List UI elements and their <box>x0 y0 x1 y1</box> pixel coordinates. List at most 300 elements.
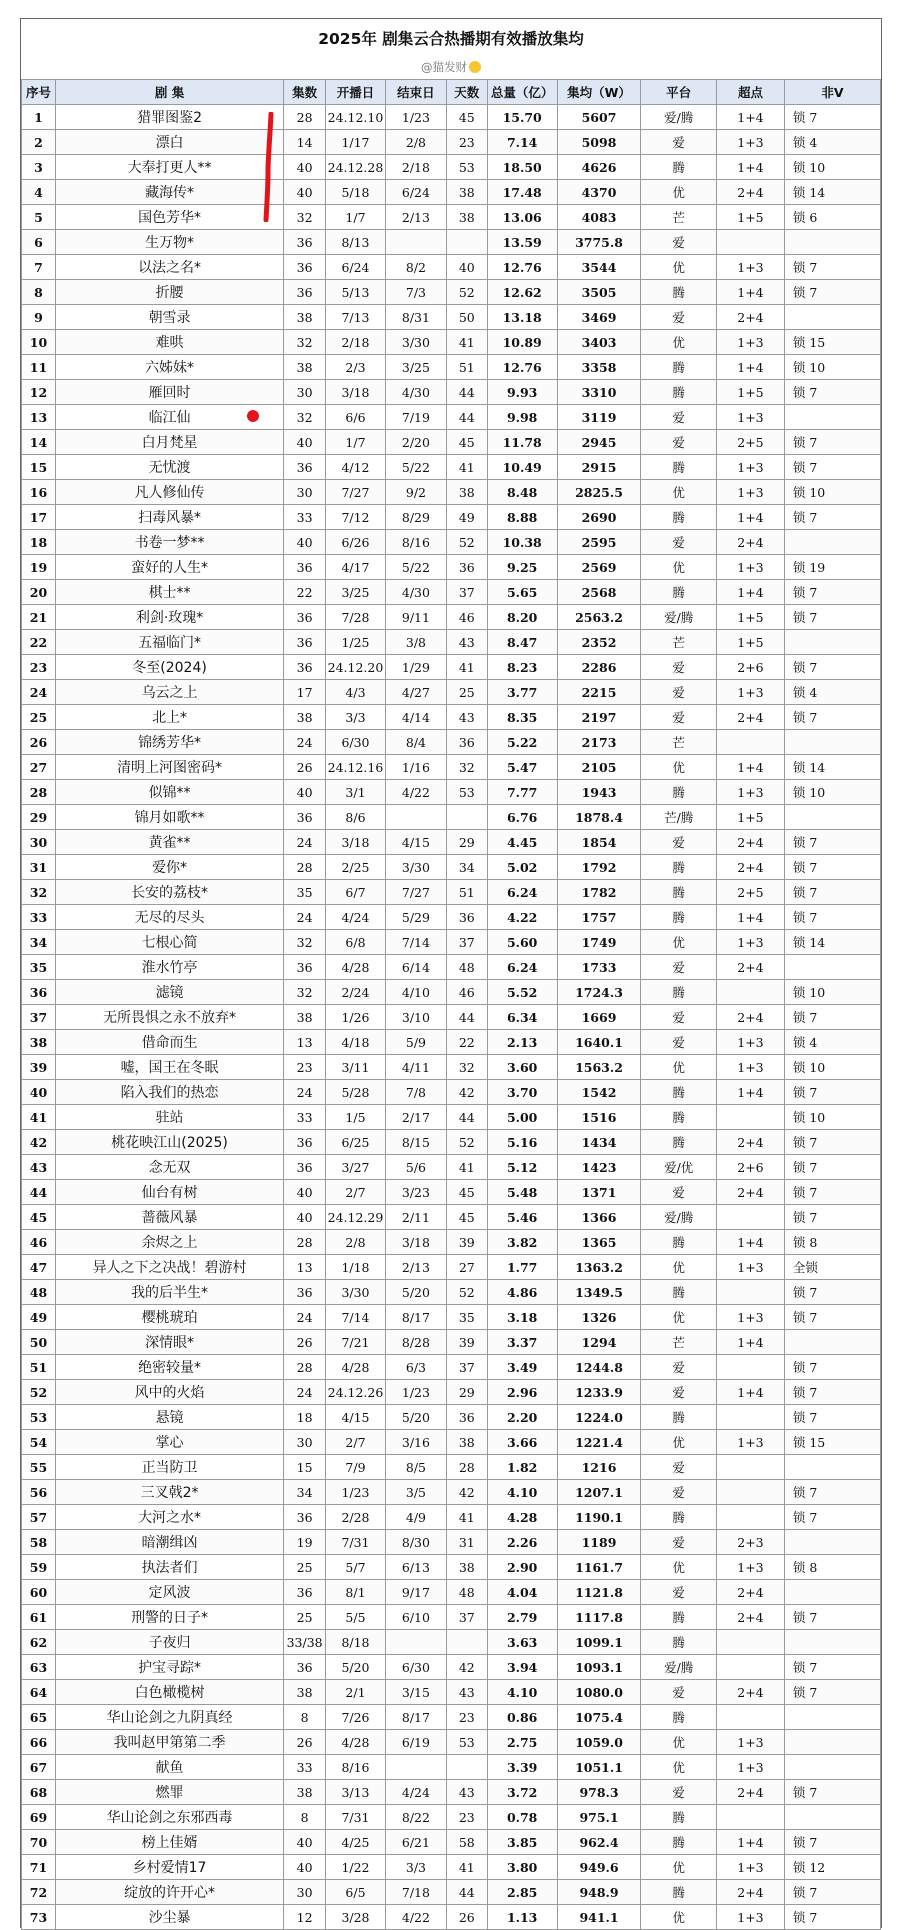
episodes-cell: 24 <box>284 1305 326 1330</box>
title-cell: 献鱼 <box>55 1755 283 1780</box>
title-cell: 仙台有树 <box>55 1180 283 1205</box>
table-row <box>22 1405 881 1430</box>
platform-cell: 爱 <box>641 1480 717 1505</box>
platform-cell: 腾 <box>641 355 717 380</box>
days-cell: 52 <box>446 280 487 305</box>
advance-cell: 2+4 <box>717 705 785 730</box>
platform-cell: 爱 <box>641 130 717 155</box>
vip-lock-cell: 锁 10 <box>784 155 880 180</box>
start-date-cell: 7/26 <box>326 1705 386 1730</box>
vip-lock-cell: 锁 7 <box>784 1380 880 1405</box>
days-cell: 58 <box>446 1830 487 1855</box>
table-row <box>22 680 881 705</box>
platform-cell: 腾 <box>641 1880 717 1905</box>
title-cell: 临江仙 <box>55 405 283 430</box>
vip-lock-cell: 锁 7 <box>784 1080 880 1105</box>
advance-cell: 1+4 <box>717 755 785 780</box>
vip-lock-cell: 锁 10 <box>784 980 880 1005</box>
advance-cell: 1+3 <box>717 1555 785 1580</box>
vip-lock-cell <box>784 630 880 655</box>
vip-lock-cell: 锁 14 <box>784 180 880 205</box>
advance-cell: 2+4 <box>717 955 785 980</box>
vip-lock-cell: 锁 7 <box>784 505 880 530</box>
table-row <box>22 1005 881 1030</box>
start-date-cell: 4/15 <box>326 1405 386 1430</box>
advance-cell: 1+3 <box>717 680 785 705</box>
platform-cell: 优 <box>641 1755 717 1780</box>
title-cell: 藏海传* <box>55 180 283 205</box>
start-date-cell: 5/5 <box>326 1605 386 1630</box>
start-date-cell: 4/3 <box>326 680 386 705</box>
total-views-cell: 3.80 <box>487 1855 557 1880</box>
rank-cell: 18 <box>22 530 56 555</box>
platform-cell: 腾 <box>641 1105 717 1130</box>
table-row <box>22 1205 881 1230</box>
rank-cell: 53 <box>22 1405 56 1430</box>
days-cell: 41 <box>446 1855 487 1880</box>
start-date-cell: 1/18 <box>326 1255 386 1280</box>
avg-views-cell: 1640.1 <box>557 1030 641 1055</box>
total-views-cell: 8.48 <box>487 480 557 505</box>
avg-views-cell: 4626 <box>557 155 641 180</box>
col-rank-header: 序号 <box>22 80 56 105</box>
avg-views-cell: 2915 <box>557 455 641 480</box>
end-date-cell: 9/17 <box>385 1580 446 1605</box>
start-date-cell: 7/28 <box>326 605 386 630</box>
end-date-cell: 5/20 <box>385 1405 446 1430</box>
total-views-cell: 13.59 <box>487 230 557 255</box>
title-cell: 蔷薇风暴 <box>55 1205 283 1230</box>
episodes-cell: 30 <box>284 1430 326 1455</box>
avg-views-cell: 1099.1 <box>557 1630 641 1655</box>
end-date-cell: 8/29 <box>385 505 446 530</box>
end-date-cell: 3/16 <box>385 1430 446 1455</box>
advance-cell: 1+4 <box>717 505 785 530</box>
vip-lock-cell: 锁 7 <box>784 1180 880 1205</box>
vip-lock-cell: 锁 7 <box>784 1505 880 1530</box>
table-row <box>22 955 881 980</box>
end-date-cell: 2/13 <box>385 1255 446 1280</box>
platform-cell: 腾 <box>641 280 717 305</box>
total-views-cell: 2.13 <box>487 1030 557 1055</box>
episodes-cell: 23 <box>284 1055 326 1080</box>
rank-cell: 39 <box>22 1055 56 1080</box>
episodes-cell: 25 <box>284 1605 326 1630</box>
title-cell: 白月梵星 <box>55 430 283 455</box>
end-date-cell: 8/4 <box>385 730 446 755</box>
episodes-cell: 19 <box>284 1530 326 1555</box>
start-date-cell: 4/18 <box>326 1030 386 1055</box>
table-row <box>22 1480 881 1505</box>
title-cell: 刑警的日子* <box>55 1605 283 1630</box>
table-row <box>22 1555 881 1580</box>
rank-cell: 48 <box>22 1280 56 1305</box>
platform-cell: 腾 <box>641 980 717 1005</box>
start-date-cell: 3/30 <box>326 1280 386 1305</box>
vip-lock-cell <box>784 730 880 755</box>
end-date-cell <box>385 1630 446 1655</box>
start-date-cell: 4/12 <box>326 455 386 480</box>
rank-cell: 1 <box>22 105 56 130</box>
total-views-cell: 8.20 <box>487 605 557 630</box>
avg-views-cell: 1349.5 <box>557 1280 641 1305</box>
days-cell: 42 <box>446 1080 487 1105</box>
vip-lock-cell: 锁 7 <box>784 880 880 905</box>
total-views-cell: 4.10 <box>487 1680 557 1705</box>
end-date-cell: 9/2 <box>385 480 446 505</box>
platform-cell: 优 <box>641 255 717 280</box>
episodes-cell: 40 <box>284 530 326 555</box>
rank-cell: 70 <box>22 1830 56 1855</box>
title-cell: 绽放的许开心* <box>55 1880 283 1905</box>
episodes-cell: 40 <box>284 1830 326 1855</box>
rank-cell: 20 <box>22 580 56 605</box>
advance-cell: 2+3 <box>717 1530 785 1555</box>
table-row <box>22 1680 881 1705</box>
rank-cell: 60 <box>22 1580 56 1605</box>
title-cell: 三叉戟2* <box>55 1480 283 1505</box>
platform-cell: 爱/优 <box>641 1155 717 1180</box>
vip-lock-cell <box>784 405 880 430</box>
title-cell: 暗潮缉凶 <box>55 1530 283 1555</box>
vip-lock-cell <box>784 1755 880 1780</box>
vip-lock-cell: 锁 19 <box>784 555 880 580</box>
avg-views-cell: 941.1 <box>557 1905 641 1930</box>
title-cell: 掌心 <box>55 1430 283 1455</box>
title-cell: 异人之下之决战！碧游村 <box>55 1255 283 1280</box>
table-row <box>22 905 881 930</box>
vip-lock-cell <box>784 1330 880 1355</box>
title-cell: 雁回时 <box>55 380 283 405</box>
end-date-cell: 3/5 <box>385 1480 446 1505</box>
vip-lock-cell <box>784 1530 880 1555</box>
total-views-cell: 2.20 <box>487 1405 557 1430</box>
episodes-cell: 25 <box>284 1555 326 1580</box>
platform-cell: 腾 <box>641 505 717 530</box>
title-cell: 猎罪图鉴2 <box>55 105 283 130</box>
end-date-cell: 8/2 <box>385 255 446 280</box>
table-row <box>22 930 881 955</box>
title-cell: 书卷一梦** <box>55 530 283 555</box>
table-row <box>22 480 881 505</box>
table-row <box>22 1130 881 1155</box>
days-cell: 41 <box>446 330 487 355</box>
vip-lock-cell: 锁 7 <box>784 1305 880 1330</box>
vip-lock-cell: 锁 6 <box>784 205 880 230</box>
table-row <box>22 980 881 1005</box>
episodes-cell: 36 <box>284 1280 326 1305</box>
avg-views-cell: 2563.2 <box>557 605 641 630</box>
end-date-cell: 3/30 <box>385 855 446 880</box>
episodes-cell: 40 <box>284 1180 326 1205</box>
avg-views-cell: 1724.3 <box>557 980 641 1005</box>
platform-cell: 爱 <box>641 1780 717 1805</box>
table-row <box>22 1605 881 1630</box>
end-date-cell: 4/22 <box>385 1905 446 1930</box>
episodes-cell: 40 <box>284 1205 326 1230</box>
avg-views-cell: 1878.4 <box>557 805 641 830</box>
start-date-cell: 4/28 <box>326 1355 386 1380</box>
title-cell: 悬镜 <box>55 1405 283 1430</box>
total-views-cell: 1.82 <box>487 1455 557 1480</box>
end-date-cell: 6/24 <box>385 180 446 205</box>
vip-lock-cell: 锁 7 <box>784 1130 880 1155</box>
vip-lock-cell: 锁 10 <box>784 1105 880 1130</box>
total-views-cell: 3.18 <box>487 1305 557 1330</box>
platform-cell: 腾 <box>641 1705 717 1730</box>
title-cell: 陷入我们的热恋 <box>55 1080 283 1105</box>
start-date-cell: 3/11 <box>326 1055 386 1080</box>
table-row <box>22 855 881 880</box>
title-cell: 以法之名* <box>55 255 283 280</box>
avg-views-cell: 1363.2 <box>557 1255 641 1280</box>
platform-cell: 优 <box>641 1055 717 1080</box>
vip-lock-cell: 全锁 <box>784 1255 880 1280</box>
rank-cell: 23 <box>22 655 56 680</box>
red-hand-drawn-mark <box>262 112 276 222</box>
episodes-cell: 36 <box>284 280 326 305</box>
table-row <box>22 1430 881 1455</box>
avg-views-cell: 1943 <box>557 780 641 805</box>
platform-cell: 爱 <box>641 955 717 980</box>
total-views-cell: 9.98 <box>487 405 557 430</box>
col-start-header: 开播日 <box>326 80 386 105</box>
start-date-cell: 7/14 <box>326 1305 386 1330</box>
rank-cell: 40 <box>22 1080 56 1105</box>
avg-views-cell: 1207.1 <box>557 1480 641 1505</box>
avg-views-cell: 1792 <box>557 855 641 880</box>
episodes-cell: 36 <box>284 1505 326 1530</box>
days-cell: 38 <box>446 205 487 230</box>
title-cell: 我的后半生* <box>55 1280 283 1305</box>
title-cell: 难哄 <box>55 330 283 355</box>
rank-cell: 19 <box>22 555 56 580</box>
advance-cell: 2+4 <box>717 180 785 205</box>
advance-cell: 1+5 <box>717 805 785 830</box>
table-row <box>22 355 881 380</box>
end-date-cell: 2/8 <box>385 130 446 155</box>
title-cell: 漂白 <box>55 130 283 155</box>
end-date-cell: 4/15 <box>385 830 446 855</box>
start-date-cell: 8/16 <box>326 1755 386 1780</box>
advance-cell <box>717 230 785 255</box>
episodes-cell: 36 <box>284 605 326 630</box>
episodes-cell: 26 <box>284 1730 326 1755</box>
ranking-sheet <box>20 18 882 1928</box>
title-cell: 大奉打更人** <box>55 155 283 180</box>
red-dot-mark <box>247 410 259 422</box>
advance-cell: 2+4 <box>717 1880 785 1905</box>
days-cell: 25 <box>446 680 487 705</box>
rank-cell: 41 <box>22 1105 56 1130</box>
days-cell: 42 <box>446 1655 487 1680</box>
episodes-cell: 40 <box>284 155 326 180</box>
avg-views-cell: 962.4 <box>557 1830 641 1855</box>
advance-cell: 1+3 <box>717 1055 785 1080</box>
rank-cell: 9 <box>22 305 56 330</box>
end-date-cell: 5/20 <box>385 1280 446 1305</box>
total-views-cell: 5.65 <box>487 580 557 605</box>
advance-cell: 1+3 <box>717 1030 785 1055</box>
platform-cell: 腾 <box>641 1405 717 1430</box>
total-views-cell: 1.77 <box>487 1255 557 1280</box>
title-cell: 樱桃琥珀 <box>55 1305 283 1330</box>
col-avg-header: 集均（W） <box>557 80 641 105</box>
rank-cell: 16 <box>22 480 56 505</box>
days-cell: 38 <box>446 1555 487 1580</box>
vip-lock-cell: 锁 7 <box>784 830 880 855</box>
vip-lock-cell <box>784 1630 880 1655</box>
rank-cell: 62 <box>22 1630 56 1655</box>
avg-views-cell: 2825.5 <box>557 480 641 505</box>
start-date-cell: 8/13 <box>326 230 386 255</box>
rank-cell: 64 <box>22 1680 56 1705</box>
platform-cell: 腾 <box>641 880 717 905</box>
rank-cell: 61 <box>22 1605 56 1630</box>
start-date-cell: 24.12.20 <box>326 655 386 680</box>
start-date-cell: 7/13 <box>326 305 386 330</box>
platform-cell: 优 <box>641 1555 717 1580</box>
advance-cell: 1+3 <box>717 930 785 955</box>
vip-lock-cell: 锁 7 <box>784 1355 880 1380</box>
avg-views-cell: 1075.4 <box>557 1705 641 1730</box>
platform-cell: 爱 <box>641 1680 717 1705</box>
vip-lock-cell: 锁 7 <box>784 605 880 630</box>
advance-cell <box>717 1630 785 1655</box>
start-date-cell: 1/7 <box>326 205 386 230</box>
episodes-cell: 32 <box>284 330 326 355</box>
table-row <box>22 580 881 605</box>
end-date-cell: 8/30 <box>385 1530 446 1555</box>
episodes-cell: 36 <box>284 655 326 680</box>
title-cell: 似锦** <box>55 780 283 805</box>
avg-views-cell: 3119 <box>557 405 641 430</box>
start-date-cell: 7/31 <box>326 1805 386 1830</box>
rank-cell: 58 <box>22 1530 56 1555</box>
table-row <box>22 1730 881 1755</box>
advance-cell: 1+4 <box>717 580 785 605</box>
advance-cell <box>717 1405 785 1430</box>
total-views-cell: 5.16 <box>487 1130 557 1155</box>
avg-views-cell: 2595 <box>557 530 641 555</box>
table-row <box>22 1755 881 1780</box>
total-views-cell: 3.66 <box>487 1430 557 1455</box>
table-row <box>22 1080 881 1105</box>
episodes-cell: 32 <box>284 930 326 955</box>
start-date-cell: 24.12.29 <box>326 1205 386 1230</box>
avg-views-cell: 1080.0 <box>557 1680 641 1705</box>
total-views-cell: 6.24 <box>487 880 557 905</box>
total-views-cell: 3.85 <box>487 1830 557 1855</box>
table-body <box>22 105 881 1930</box>
episodes-cell: 36 <box>284 630 326 655</box>
advance-cell: 1+4 <box>717 355 785 380</box>
episodes-cell: 36 <box>284 255 326 280</box>
platform-cell: 芒 <box>641 205 717 230</box>
table-row <box>22 255 881 280</box>
total-views-cell: 10.89 <box>487 330 557 355</box>
rank-cell: 51 <box>22 1355 56 1380</box>
rank-cell: 65 <box>22 1705 56 1730</box>
total-views-cell: 2.90 <box>487 1555 557 1580</box>
rank-cell: 2 <box>22 130 56 155</box>
table-row <box>22 380 881 405</box>
table-row <box>22 1880 881 1905</box>
start-date-cell: 8/18 <box>326 1630 386 1655</box>
advance-cell: 1+3 <box>717 255 785 280</box>
total-views-cell: 3.82 <box>487 1230 557 1255</box>
total-views-cell: 2.96 <box>487 1380 557 1405</box>
platform-cell: 腾 <box>641 1805 717 1830</box>
title-cell: 乌云之上 <box>55 680 283 705</box>
avg-views-cell: 1224.0 <box>557 1405 641 1430</box>
episodes-cell: 36 <box>284 955 326 980</box>
table-row <box>22 755 881 780</box>
table-row <box>22 280 881 305</box>
days-cell: 52 <box>446 1130 487 1155</box>
days-cell: 28 <box>446 1455 487 1480</box>
total-views-cell: 3.49 <box>487 1355 557 1380</box>
episodes-cell: 24 <box>284 1080 326 1105</box>
vip-lock-cell <box>784 230 880 255</box>
table-row <box>22 1580 881 1605</box>
advance-cell: 2+4 <box>717 1180 785 1205</box>
episodes-cell: 30 <box>284 480 326 505</box>
end-date-cell: 8/22 <box>385 1805 446 1830</box>
title-cell: 北上* <box>55 705 283 730</box>
vip-lock-cell: 锁 12 <box>784 1855 880 1880</box>
platform-cell: 腾 <box>641 155 717 180</box>
avg-views-cell: 1059.0 <box>557 1730 641 1755</box>
title-cell: 扫毒风暴* <box>55 505 283 530</box>
start-date-cell: 24.12.26 <box>326 1380 386 1405</box>
title-cell: 风中的火焰 <box>55 1380 283 1405</box>
table-row <box>22 830 881 855</box>
table-row <box>22 155 881 180</box>
days-cell: 29 <box>446 1380 487 1405</box>
avg-views-cell: 1294 <box>557 1330 641 1355</box>
advance-cell: 1+3 <box>717 1430 785 1455</box>
advance-cell: 1+4 <box>717 105 785 130</box>
table-row <box>22 705 881 730</box>
rank-cell: 13 <box>22 405 56 430</box>
vip-lock-cell: 锁 7 <box>784 1480 880 1505</box>
advance-cell: 1+4 <box>717 1330 785 1355</box>
rank-cell: 49 <box>22 1305 56 1330</box>
start-date-cell: 3/3 <box>326 705 386 730</box>
days-cell: 41 <box>446 655 487 680</box>
col-end-header: 结束日 <box>385 80 446 105</box>
platform-cell: 优 <box>641 1855 717 1880</box>
advance-cell <box>717 1655 785 1680</box>
title-cell: 冬至(2024) <box>55 655 283 680</box>
episodes-cell: 36 <box>284 230 326 255</box>
days-cell: 37 <box>446 1605 487 1630</box>
vip-lock-cell <box>784 530 880 555</box>
total-views-cell: 5.22 <box>487 730 557 755</box>
platform-cell: 腾 <box>641 1280 717 1305</box>
page-title: 2025年 剧集云合热播期有效播放集均 <box>318 30 584 48</box>
avg-views-cell: 1233.9 <box>557 1380 641 1405</box>
days-cell: 51 <box>446 355 487 380</box>
platform-cell: 优 <box>641 930 717 955</box>
avg-views-cell: 5098 <box>557 130 641 155</box>
platform-cell: 芒 <box>641 1330 717 1355</box>
title-cell: 无尽的尽头 <box>55 905 283 930</box>
vip-lock-cell: 锁 7 <box>784 1830 880 1855</box>
platform-cell: 爱 <box>641 1030 717 1055</box>
avg-views-cell: 1669 <box>557 1005 641 1030</box>
